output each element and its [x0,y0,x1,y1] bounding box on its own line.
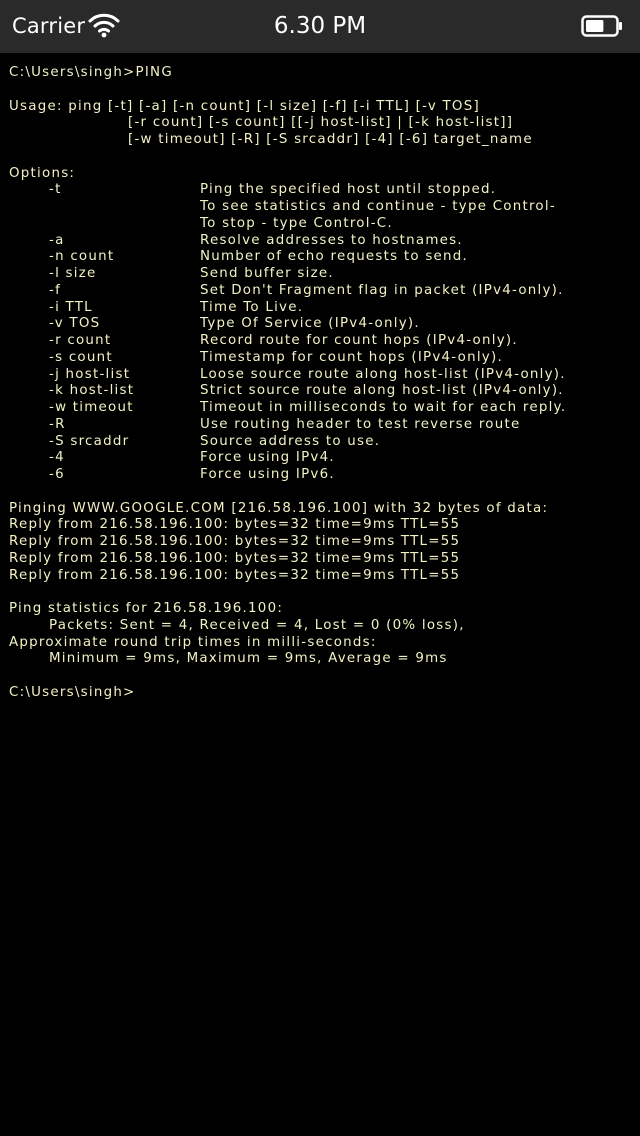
option-description: Strict source route along host-list (IPv4-only). [200,383,564,399]
option-description: Timeout in milliseconds to wait for each reply. [200,400,567,415]
option-description: Time To Live. [200,299,304,315]
option-description: Ping the specified host until stopped. [200,182,497,198]
command-prompt-line: C:\Users\singh> [9,684,136,700]
terminal-line: [-w timeout] [-R] [-S srcaddr] [-4] [-6] target_name [128,132,533,147]
terminal-line: Approximate round trip times in milli-seconds: [9,634,377,650]
option-flag: -s count [49,349,113,365]
option-description: Source address to use. [200,433,381,449]
option-description: Timestamp for count hops (IPv4-only). [200,349,503,365]
option-description: To stop - type Control-C. [200,215,393,231]
carrier-label: Carrier [12,14,86,38]
option-description: Loose source route along host-list (IPv4-only). [200,366,566,382]
option-flag: -r count [49,333,112,348]
option-flag: -i TTL [49,299,93,315]
option-description: Force using IPv4. [200,450,335,466]
terminal-output[interactable] [0,53,640,1136]
option-flag: -j host-list [49,366,131,382]
terminal-line: [-r count] [-s count] [[-j host-list] | [-k host-list]] [128,115,514,131]
option-flag: -S srcaddr [49,433,130,449]
option-flag: -4 [49,450,65,466]
option-flag: -R [49,416,66,432]
option-flag: -t [49,182,62,198]
option-flag: -n count [49,249,115,265]
option-description: Record route for count hops (IPv4-only). [200,333,518,348]
terminal-line: Reply from 216.58.196.100: bytes=32 time=9ms TTL=55 [9,550,461,566]
terminal-line: Packets: Sent = 4, Received = 4, Lost = 0 (0% loss), [49,617,465,633]
option-description: Number of echo requests to send. [200,249,469,265]
option-flag: -6 [49,467,65,482]
option-flag: -v TOS [49,316,101,332]
option-flag: -w timeout [49,400,134,415]
option-flag: -a [49,232,65,248]
terminal-line: Minimum = 9ms, Maximum = 9ms, Average = 9ms [49,651,448,667]
terminal-line: Options: [9,165,76,181]
option-description: Send buffer size. [200,266,334,281]
option-flag: -k host-list [49,383,135,399]
battery-icon [581,15,623,37]
terminal-line: Reply from 216.58.196.100: bytes=32 time=9ms TTL=55 [9,567,461,583]
terminal-line: Reply from 216.58.196.100: bytes=32 time=9ms TTL=55 [9,517,461,533]
terminal-line: Ping statistics for 216.58.196.100: [9,601,284,616]
terminal-line: Reply from 216.58.196.100: bytes=32 time=9ms TTL=55 [9,534,461,549]
clock-time: 6.30 PM [273,13,367,39]
terminal-line: Pinging WWW.GOOGLE.COM [216.58.196.100] with 32 bytes of data: [9,500,549,516]
option-description: To see statistics and continue - type Control- [200,199,556,214]
command-prompt-line: C:\Users\singh>PING [9,65,173,80]
option-description: Type Of Service (IPv4-only). [200,316,420,332]
option-description: Resolve addresses to hostnames. [200,232,463,248]
terminal-line: Usage: ping [-t] [-a] [-n count] [-l size] [-f] [-i TTL] [-v TOS] [9,98,480,114]
option-description: Force using IPv6. [200,467,335,482]
option-description: Set Don't Fragment flag in packet (IPv4-only). [200,282,564,298]
option-flag: -f [49,282,62,298]
option-flag: -l size [49,266,97,281]
status-bar [0,0,640,53]
option-description: Use routing header to test reverse route [200,416,521,432]
